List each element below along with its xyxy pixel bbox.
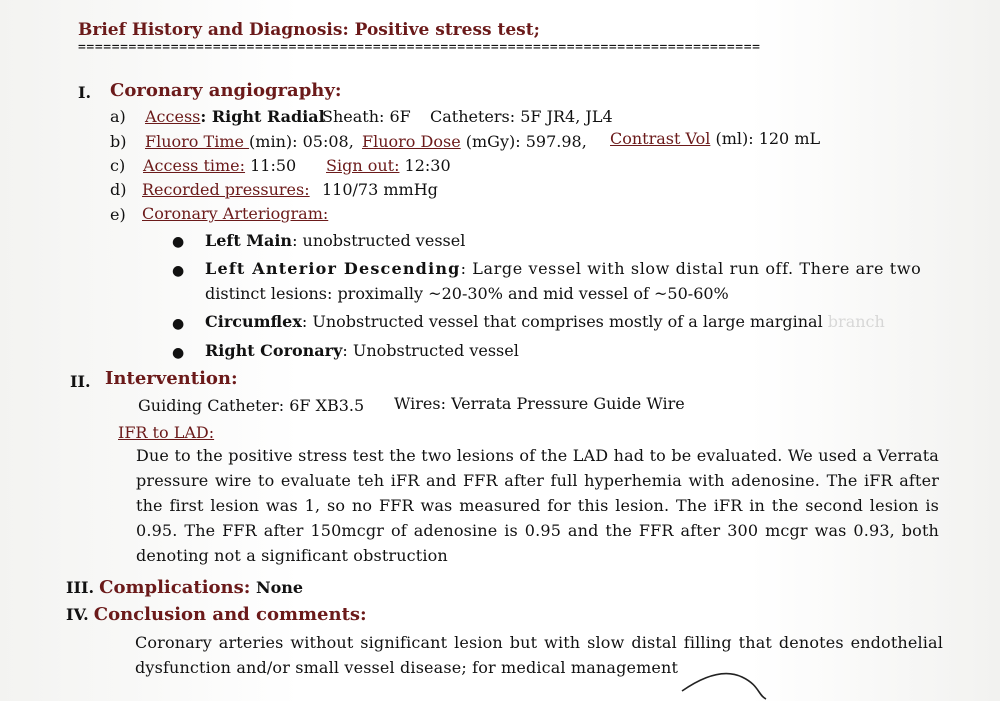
contrast-label: Contrast Vol	[610, 129, 711, 148]
section-1-numeral: I.	[78, 83, 92, 102]
bullet-circumflex	[205, 312, 885, 331]
circumflex-label: Circumflex	[205, 312, 302, 331]
sign-out-label: Sign out:	[326, 156, 400, 175]
bullet-icon: ●	[172, 345, 185, 361]
item-e-marker: e)	[110, 205, 126, 224]
left-main-text: : unobstructed vessel	[292, 231, 466, 250]
bullet-lad	[205, 259, 921, 278]
bullet-right-coronary	[205, 341, 519, 360]
section-2-numeral: II.	[70, 372, 91, 391]
access-label: Access	[145, 107, 201, 126]
section-3-numeral: III.	[66, 578, 95, 597]
complications-value: None	[250, 578, 304, 597]
circumflex-text: : Unobstructed vessel that comprises mostly of a large marginal	[301, 312, 828, 331]
bullet-icon: ●	[172, 234, 185, 250]
fluoro-time-value: (min): 05:08,	[249, 132, 354, 151]
recorded-pressures-value: 110/73 mmHg	[322, 180, 438, 199]
circumflex-faded-text: branch	[827, 312, 885, 331]
lad-text-line2: distinct lesions: proximally ~20-30% and mid vessel of ~50-60%	[205, 284, 729, 303]
access-row	[145, 107, 325, 126]
lad-text: : Large vessel with slow distal run off. There are two	[460, 259, 922, 278]
lad-label: Left Anterior Descending	[205, 259, 461, 278]
guiding-catheter: Guiding Catheter: 6F XB3.5	[138, 396, 365, 415]
right-coronary-label: Right Coronary	[205, 341, 343, 360]
fluoro-time-row	[145, 132, 354, 151]
section-3-row	[66, 577, 303, 598]
catheters-value: Catheters: 5F JR4, JL4	[430, 107, 613, 126]
fluoro-dose-value: (mGy): 597.98,	[460, 132, 587, 151]
fluoro-dose-label: Fluoro Dose	[362, 132, 461, 151]
item-a-marker: a)	[110, 107, 126, 126]
section-2-title: Intervention:	[105, 368, 238, 389]
pen-scribble	[680, 655, 770, 701]
section-4-title: Conclusion and comments:	[93, 604, 367, 625]
bullet-left-main	[205, 231, 465, 250]
left-main-label: Left Main	[205, 231, 293, 250]
section-1-title: Coronary angiography:	[110, 80, 342, 101]
section-3-title: Complications:	[99, 577, 251, 598]
sign-out-value: 12:30	[399, 156, 451, 175]
access-time-label: Access time:	[143, 156, 246, 175]
sign-out-row	[326, 156, 451, 175]
ifr-paragraph: Due to the positive stress test the two lesions of the LAD had to be evaluated. We used a Verrata pressure wire to evaluate teh iFR and FFR after full hyperhemia with adenosine. The iFR after the first lesion was 1, so no FFR was measured for this lesion. The iFR in the second lesion is 0.95. The FFR after 150mcgr of adenosine is 0.95 and the FFR after 300 mcgr was 0.93, both denoting not a significant obstruction	[136, 446, 939, 565]
conclusion-paragraph: Coronary arteries without significant lesion but with slow distal filling that denotes endothelial dysfunction and/or small vessel disease; for medical management	[135, 633, 943, 677]
item-b-marker: b)	[110, 132, 127, 151]
item-c-marker: c)	[110, 156, 126, 175]
section-4-row	[66, 604, 367, 625]
sheath-value: Sheath: 6F	[322, 107, 411, 126]
title-separator: =================================================================================	[78, 40, 761, 55]
wires: Wires: Verrata Pressure Guide Wire	[394, 394, 685, 413]
right-coronary-text: : Unobstructed vessel	[342, 341, 519, 360]
access-time-row	[143, 156, 296, 175]
bullet-icon: ●	[172, 263, 185, 279]
ifr-to-lad-title: IFR to LAD:	[118, 423, 215, 442]
coronary-arteriogram-label: Coronary Arteriogram:	[142, 204, 329, 223]
item-d-marker: d)	[110, 180, 127, 199]
access-time-value: 11:50	[245, 156, 297, 175]
recorded-pressures-label: Recorded pressures:	[142, 180, 310, 199]
contrast-row	[610, 129, 820, 148]
fluoro-dose-row	[362, 132, 587, 151]
document-title: Brief History and Diagnosis: Positive stress test;	[78, 20, 540, 40]
fluoro-time-label: Fluoro Time	[145, 132, 250, 151]
section-4-numeral: IV.	[66, 605, 89, 624]
contrast-value: (ml): 120 mL	[710, 129, 821, 148]
bullet-icon: ●	[172, 316, 185, 332]
access-value: : Right Radial	[200, 107, 325, 126]
